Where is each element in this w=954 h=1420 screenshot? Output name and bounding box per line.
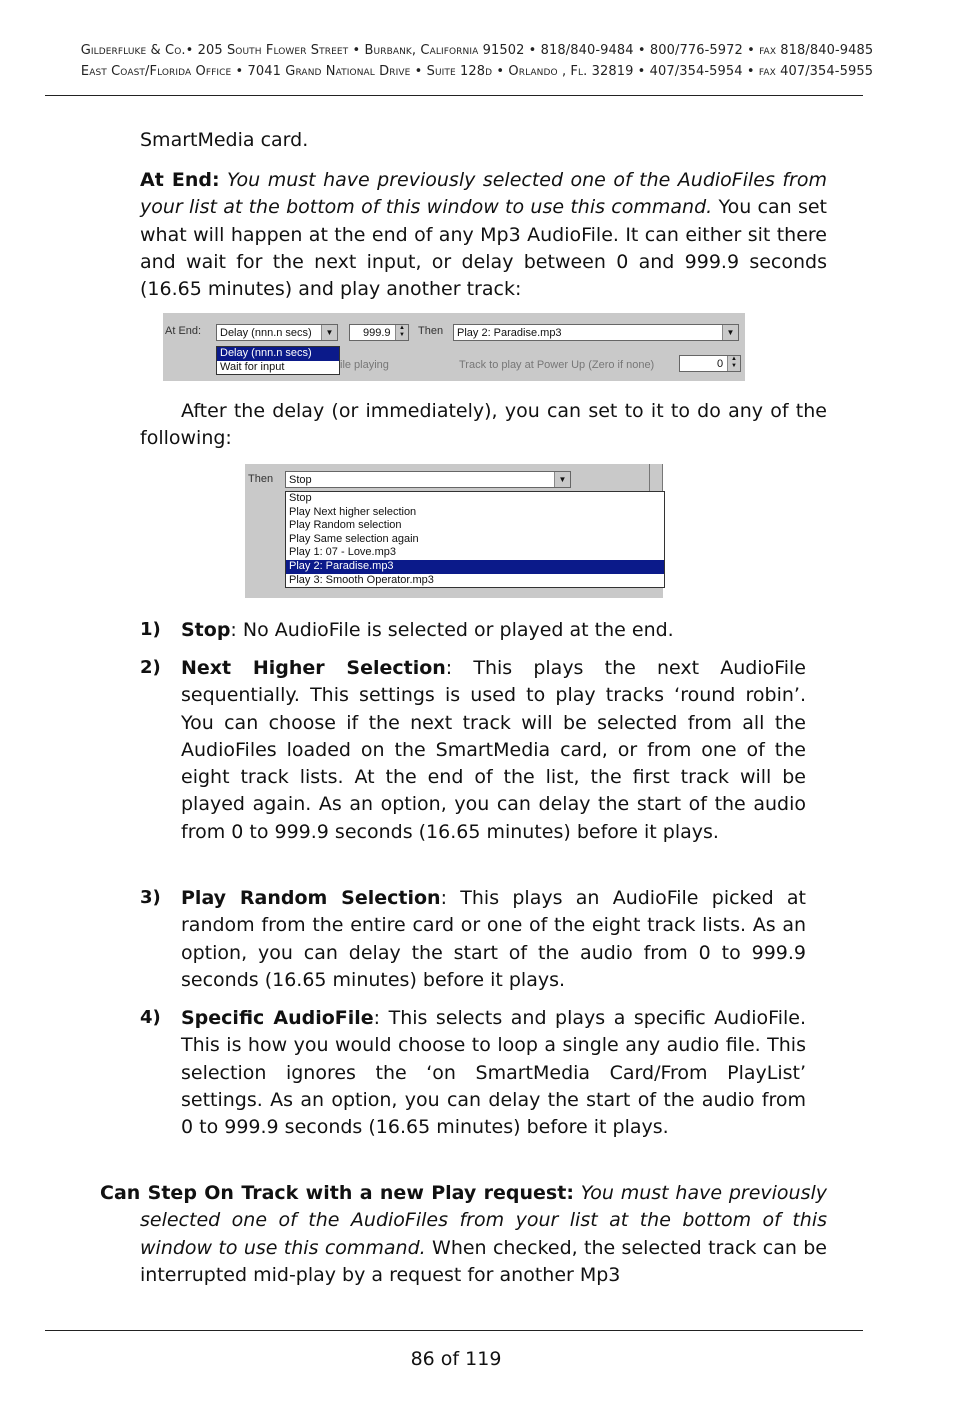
can-step-italic: You must have previously selected one of the AudioFiles from your list at the bottom of this window to use this command. [140, 1182, 827, 1259]
dropdown-option[interactable]: Delay (nnn.n secs) [217, 347, 339, 361]
at-end-combo-value: Delay (nnn.n secs) [220, 327, 312, 339]
dropdown-option-selected[interactable]: Play 2: Paradise.mp3 [286, 560, 664, 574]
dropdown-option[interactable]: Play 1: 07 - Love.mp3 [289, 546, 397, 559]
item-text: : This plays the next AudioFile sequentially. This settings is used to play tracks ‘round robin’. You can choose if the next track will be selected from all the AudioFiles loaded on the SmartMedia card, or from one of the eight track lists. At the end of the list, the first track will be played again. As an option, you can delay the start of the audio from 0 to 999.9 seconds (16.65 minutes) before it plays. [181, 657, 806, 843]
dropdown-option[interactable]: Play 3: Smooth Operator.mp3 [289, 573, 434, 586]
item-number: 3) [140, 887, 161, 908]
at-end-combo[interactable] [216, 324, 338, 341]
at-end-italic: You must have previously selected one of the AudioFiles from your list at the bottom of this window to use this command. [140, 169, 827, 219]
header-line-2: East Coast/Florida Office • 7041 Grand National Drive • Suite 128d • Orlando , Fl. 32819 • 407/354-5954 • fax 407/354-5955 [80, 64, 874, 79]
power-up-value: 0 [717, 358, 724, 370]
then-stop-combo[interactable] [285, 471, 571, 488]
then-screenshot [245, 464, 663, 598]
page-number: 86 of 119 [410, 1348, 502, 1370]
at-end-paragraph [100, 167, 827, 303]
delay-spinner-value: 999.9 [363, 327, 391, 339]
chevron-down-icon[interactable]: ▼ [722, 325, 738, 340]
can-step-text: When checked, the selected track can be interrupted mid-play by a request for another Mp3 [140, 1236, 827, 1286]
item-title: Specific AudioFile [181, 1007, 374, 1029]
item-stop [181, 617, 806, 644]
then-dropdown-list [285, 491, 665, 588]
dropdown-option[interactable]: Play Same selection again [289, 532, 419, 545]
item-text: : This plays an AudioFile picked at random from the entire card or one of the eight track lists. As an option, you can delay the start of the audio from 0 to 999.9 seconds (16.65 minutes) before it plays. [181, 887, 806, 991]
at-end-text: You can set what will happen at the end of any Mp3 AudioFile. It can either sit there and wait for the next input, or delay between 0 and 999.9 seconds (16.65 minutes) and play another track: [140, 196, 827, 301]
at-end-dropdown-list [216, 346, 340, 375]
header-rule [45, 95, 863, 96]
at-end-label: At End: [140, 169, 220, 191]
page-header [32, 40, 922, 82]
intro-fragment: SmartMedia card. [140, 129, 309, 151]
item-number: 1) [140, 619, 161, 640]
faded-label-left: ile playing [340, 359, 389, 371]
item-number: 2) [140, 657, 161, 678]
item-random [181, 885, 806, 994]
item-specific [181, 1005, 806, 1141]
faded-label-right: Track to play at Power Up (Zero if none) [459, 359, 655, 371]
then-combo[interactable] [453, 324, 739, 341]
chevron-down-icon[interactable]: ▼ [321, 325, 337, 340]
header-line-1: Gilderfluke & Co.• 205 South Flower Street • Burbank, California 91502 • 818/840-9484 • 800/776-5972 • fax 818/840-9485 [80, 43, 874, 58]
spinner-arrows-icon[interactable]: ▲ ▼ [727, 356, 740, 371]
item-text: : This selects and plays a specific AudioFile. This is how you would choose to loop a single any audio file. This selection ignores the ‘on SmartMedia Card/From PlayList’ settings. As an option, you can delay the start of the audio from 0 to 999.9 seconds (16.65 minutes) before it plays. [181, 1007, 806, 1139]
dropdown-option[interactable]: Stop [289, 492, 312, 504]
delay-spinner[interactable] [349, 324, 409, 341]
spinner-arrows-icon[interactable]: ▲ ▼ [395, 325, 408, 340]
dropdown-option[interactable]: Play Next higher selection [289, 505, 417, 518]
after-delay-paragraph: After the delay (or immediately), you can set to it to do any of the following: [140, 400, 827, 450]
item-text: : No AudioFile is selected or played at the end. [230, 619, 674, 641]
power-up-spinner[interactable] [679, 355, 741, 372]
at-end-field-label: At End: [165, 325, 202, 337]
then-field-label: Then [248, 473, 274, 485]
chevron-down-icon[interactable]: ▼ [554, 472, 570, 487]
at-end-screenshot [163, 313, 745, 381]
can-step-label: Can Step On Track with a new Play request: [100, 1182, 574, 1204]
dropdown-option[interactable]: Wait for input [220, 360, 285, 373]
item-title: Next Higher Selection [181, 657, 446, 679]
then-combo-value: Play 2: Paradise.mp3 [457, 327, 562, 339]
item-title: Stop [181, 619, 231, 641]
scroll-edge [649, 464, 663, 492]
can-step-paragraph [100, 1180, 827, 1289]
then-stop-combo-value: Stop [289, 474, 312, 486]
item-title: Play Random Selection [181, 887, 441, 909]
item-number: 4) [140, 1007, 161, 1028]
dropdown-option[interactable]: Play Random selection [289, 519, 402, 532]
footer-rule [45, 1330, 863, 1331]
item-next-higher [181, 655, 806, 846]
then-label: Then [418, 325, 444, 337]
